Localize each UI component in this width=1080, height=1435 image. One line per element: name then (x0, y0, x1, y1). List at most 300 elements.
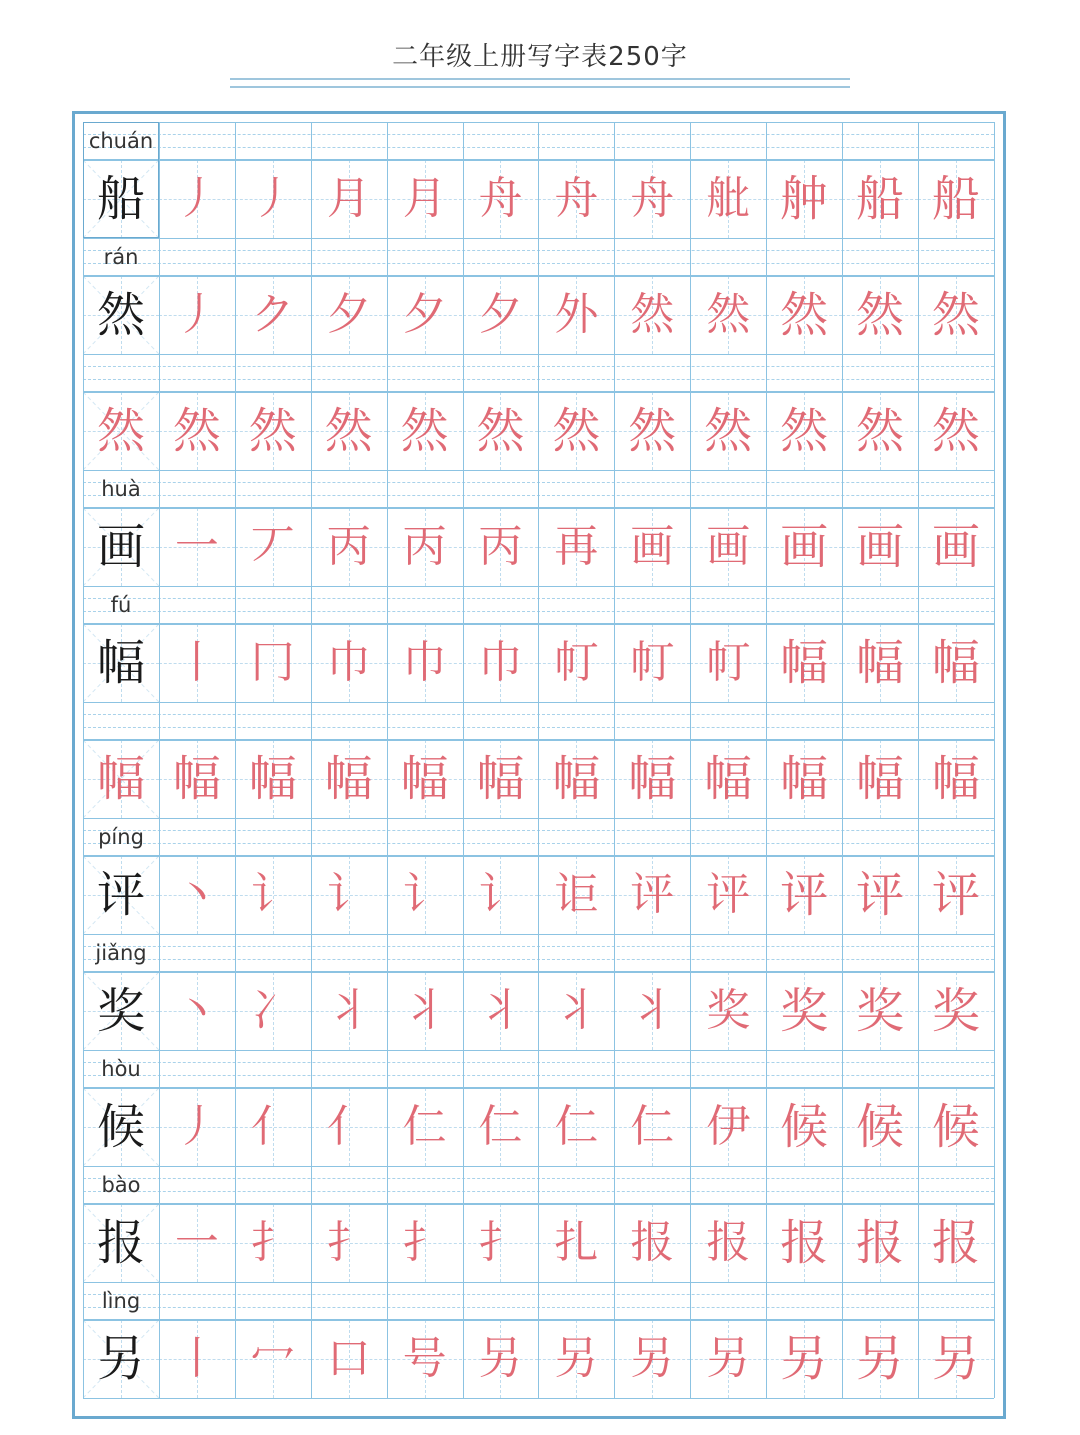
trace-character: 丨 (174, 1333, 219, 1384)
trace-character-cell[interactable] (766, 160, 842, 238)
trace-character-cell[interactable] (235, 392, 311, 470)
trace-character: 幅 (780, 635, 829, 691)
trace-character-cell[interactable] (311, 624, 387, 702)
trace-character-cell[interactable] (387, 508, 463, 586)
grid-line (387, 392, 388, 470)
trace-character: 仁 (630, 1101, 675, 1152)
trace-character-cell[interactable] (918, 508, 994, 586)
grid-line (83, 1204, 84, 1282)
trace-character-cell[interactable] (463, 1088, 539, 1166)
trace-character-cell[interactable] (842, 1088, 918, 1166)
trace-character-cell[interactable] (690, 972, 766, 1050)
model-character: 画 (96, 519, 145, 575)
trace-character: 巾 (402, 637, 447, 688)
trace-character: 然 (400, 403, 449, 459)
trace-character: 舟 (478, 173, 523, 224)
grid-line (387, 1204, 388, 1282)
model-character: 评 (96, 867, 145, 923)
trace-character: 幅 (552, 751, 601, 807)
trace-character-cell[interactable] (311, 1320, 387, 1398)
trace-character-cell[interactable] (842, 624, 918, 702)
trace-character: 舯 (780, 171, 829, 227)
grid-line (235, 856, 236, 934)
trace-character: 丬 (402, 985, 447, 1036)
model-character: 然 (96, 403, 145, 459)
grid-line (235, 972, 236, 1050)
grid-line (614, 1320, 615, 1398)
grid-line (918, 508, 919, 586)
trace-character: 画 (630, 521, 675, 572)
trace-character-cell[interactable] (235, 856, 311, 934)
grid-line (311, 1204, 312, 1282)
model-character: 报 (96, 1215, 145, 1271)
trace-character-cell[interactable] (235, 508, 311, 586)
trace-character: 丿 (174, 173, 219, 224)
trace-character-cell[interactable] (538, 392, 614, 470)
trace-character: 讠 (326, 869, 371, 920)
writing-sheet (72, 111, 1006, 1419)
trace-character: 讠 (402, 869, 447, 920)
trace-character-cell[interactable] (538, 276, 614, 354)
model-character-cell (83, 508, 159, 586)
trace-character: 丙 (478, 521, 523, 572)
trace-character: 冖 (250, 1333, 295, 1384)
grid-line (766, 392, 767, 470)
grid-line (159, 856, 160, 934)
grid-line (83, 508, 994, 509)
trace-character-cell[interactable] (538, 624, 614, 702)
trace-character-cell[interactable] (842, 972, 918, 1050)
trace-character: 然 (855, 287, 904, 343)
trace-character: 然 (706, 289, 751, 340)
model-character-cell (83, 392, 159, 470)
grid-line (463, 160, 464, 238)
grid-line (918, 1204, 919, 1282)
trace-character: 画 (706, 521, 751, 572)
model-character: 船 (96, 171, 145, 227)
grid-line (159, 276, 160, 354)
pinyin-label: hòu (101, 1057, 141, 1081)
trace-character-cell[interactable] (690, 508, 766, 586)
trace-character: 仁 (402, 1101, 447, 1152)
trace-character-cell[interactable] (538, 1204, 614, 1282)
trace-character: 奖 (931, 983, 980, 1039)
grid-line (387, 1088, 388, 1166)
trace-character-cell[interactable] (614, 1088, 690, 1166)
trace-character: 丬 (326, 985, 371, 1036)
trace-character-cell[interactable] (159, 856, 235, 934)
trace-character-cell[interactable] (842, 276, 918, 354)
model-character: 候 (96, 1099, 145, 1155)
trace-character-cell[interactable] (463, 508, 539, 586)
trace-character-cell[interactable] (159, 1204, 235, 1282)
trace-character-cell[interactable] (766, 1320, 842, 1398)
grid-line (159, 392, 160, 470)
trace-character-cell[interactable] (766, 276, 842, 354)
trace-character-cell[interactable] (463, 856, 539, 934)
trace-character-cell[interactable] (159, 392, 235, 470)
trace-character-cell[interactable] (766, 856, 842, 934)
trace-character-cell[interactable] (159, 624, 235, 702)
pinyin-label: píng (98, 825, 144, 849)
pinyin-band (83, 1050, 994, 1088)
trace-character-cell[interactable] (387, 740, 463, 818)
trace-character-cell[interactable] (690, 1204, 766, 1282)
trace-character-cell[interactable] (463, 160, 539, 238)
trace-character: 丿 (174, 1101, 219, 1152)
grid-line (918, 1320, 919, 1398)
trace-character: 丨 (174, 637, 219, 688)
pinyin-band (83, 818, 994, 856)
grid-line (766, 1204, 767, 1282)
grid-line (311, 508, 312, 586)
grid-line (311, 1320, 312, 1398)
grid-line (83, 740, 994, 741)
trace-character: 奖 (780, 983, 829, 1039)
trace-character: 号 (402, 1333, 447, 1384)
grid-line (311, 972, 312, 1050)
trace-character-cell[interactable] (463, 276, 539, 354)
grid-line (614, 856, 615, 934)
trace-character: 然 (476, 403, 525, 459)
trace-character-cell[interactable] (614, 740, 690, 818)
pinyin-label: lìng (101, 1289, 141, 1313)
grid-line (538, 1320, 539, 1398)
trace-character-cell[interactable] (311, 276, 387, 354)
trace-character-cell[interactable] (842, 392, 918, 470)
trace-character-cell[interactable] (766, 740, 842, 818)
trace-character-cell[interactable] (842, 856, 918, 934)
trace-character: 奖 (855, 983, 904, 1039)
pinyin-band (83, 122, 994, 160)
grid-line (918, 392, 919, 470)
trace-character: 另 (855, 1331, 904, 1387)
grid-line (918, 856, 919, 934)
trace-character-cell[interactable] (387, 1320, 463, 1398)
trace-character: 幅 (704, 751, 753, 807)
grid-line (842, 276, 843, 354)
trace-character-cell[interactable] (463, 1204, 539, 1282)
pinyin-band (83, 1282, 994, 1320)
model-character: 另 (96, 1331, 145, 1387)
trace-character-cell[interactable] (766, 1204, 842, 1282)
pinyin-band (83, 354, 994, 392)
trace-character-cell[interactable] (311, 856, 387, 934)
trace-character-cell[interactable] (918, 856, 994, 934)
trace-character-cell[interactable] (463, 972, 539, 1050)
trace-character-cell[interactable] (463, 624, 539, 702)
trace-character-cell[interactable] (690, 1088, 766, 1166)
trace-character-cell[interactable] (690, 856, 766, 934)
trace-character: 丙 (326, 521, 371, 572)
model-character: 然 (96, 287, 145, 343)
grid-line (766, 276, 767, 354)
trace-character: 评 (630, 869, 675, 920)
trace-character-cell[interactable] (235, 740, 311, 818)
trace-character: 丬 (478, 985, 523, 1036)
grid-line (463, 1088, 464, 1166)
trace-character: 扌 (478, 1217, 523, 1268)
trace-character-cell[interactable] (538, 160, 614, 238)
grid-line (463, 624, 464, 702)
grid-line (463, 856, 464, 934)
trace-character-cell[interactable] (387, 160, 463, 238)
grid-line (311, 740, 312, 818)
trace-character-cell[interactable] (918, 392, 994, 470)
trace-character-cell[interactable] (311, 1088, 387, 1166)
trace-character-cell[interactable] (387, 856, 463, 934)
trace-character: 幅 (248, 751, 297, 807)
trace-character: 幅 (400, 751, 449, 807)
trace-character-cell[interactable] (387, 276, 463, 354)
pinyin-label: bào (101, 1173, 141, 1197)
trace-character: 然 (931, 403, 980, 459)
grid-line (766, 972, 767, 1050)
trace-character-cell[interactable] (918, 1320, 994, 1398)
trace-character-cell[interactable] (614, 856, 690, 934)
trace-character-cell[interactable] (311, 160, 387, 238)
trace-character-cell[interactable] (311, 392, 387, 470)
model-character-cell (83, 972, 159, 1050)
trace-character: 幅 (476, 751, 525, 807)
grid-line (614, 972, 615, 1050)
trace-character: 亻 (250, 1101, 295, 1152)
trace-character-cell[interactable] (311, 972, 387, 1050)
trace-character: 扎 (554, 1217, 599, 1268)
grid-line (690, 740, 691, 818)
grid-line (83, 856, 84, 934)
grid-line (463, 972, 464, 1050)
grid-line (463, 1320, 464, 1398)
trace-character-cell[interactable] (766, 392, 842, 470)
grid-line (842, 508, 843, 586)
trace-character-cell[interactable] (463, 392, 539, 470)
trace-character-cell[interactable] (311, 508, 387, 586)
trace-character: 亻 (326, 1101, 371, 1152)
trace-character-cell[interactable] (842, 1204, 918, 1282)
trace-character: 评 (780, 867, 829, 923)
trace-character-cell[interactable] (918, 972, 994, 1050)
trace-character: 丿 (250, 173, 295, 224)
grid-line (994, 1320, 995, 1398)
page-title: 二年级上册写字表250字 (392, 42, 688, 72)
grid-line (463, 276, 464, 354)
trace-character: 舟 (630, 173, 675, 224)
trace-character-cell[interactable] (387, 972, 463, 1050)
trace-character: 然 (704, 403, 753, 459)
trace-character: 画 (931, 519, 980, 575)
grid-line (994, 972, 995, 1050)
grid-line (83, 276, 994, 277)
trace-character: 帄 (554, 637, 599, 688)
grid-line (463, 392, 464, 470)
trace-character: 船 (931, 171, 980, 227)
trace-character: 评 (931, 867, 980, 923)
grid-line (83, 1204, 994, 1205)
trace-character: 夕 (478, 289, 523, 340)
grid-line (311, 392, 312, 470)
trace-character-cell[interactable] (538, 972, 614, 1050)
trace-character-cell[interactable] (159, 972, 235, 1050)
trace-character: 帄 (630, 637, 675, 688)
trace-character-cell[interactable] (159, 1320, 235, 1398)
trace-character-cell[interactable] (614, 972, 690, 1050)
trace-character: ク (250, 289, 295, 340)
grid-line (918, 624, 919, 702)
trace-character-cell[interactable] (614, 392, 690, 470)
trace-character-cell[interactable] (842, 740, 918, 818)
trace-character-cell[interactable] (159, 508, 235, 586)
trace-character: 外 (554, 289, 599, 340)
trace-character-cell[interactable] (766, 624, 842, 702)
grid-line (918, 740, 919, 818)
trace-character-cell[interactable] (235, 160, 311, 238)
trace-character: 另 (706, 1333, 751, 1384)
title-underline (230, 78, 850, 88)
trace-character-cell[interactable] (235, 276, 311, 354)
trace-character: 一 (174, 1217, 219, 1268)
trace-character-cell[interactable] (235, 624, 311, 702)
trace-character: 伊 (706, 1101, 751, 1152)
grid-line (387, 856, 388, 934)
trace-character-cell[interactable] (538, 1088, 614, 1166)
grid-line (994, 160, 995, 238)
trace-character: 舟 (554, 173, 599, 224)
trace-character-cell[interactable] (918, 740, 994, 818)
trace-character-cell[interactable] (690, 1320, 766, 1398)
trace-character-cell[interactable] (766, 508, 842, 586)
trace-character-cell[interactable] (842, 160, 918, 238)
trace-character-cell[interactable] (235, 972, 311, 1050)
trace-character-cell[interactable] (766, 1088, 842, 1166)
grid-line (387, 740, 388, 818)
trace-character: 讠 (250, 869, 295, 920)
grid-line (83, 972, 994, 973)
grid-line (842, 160, 843, 238)
first-cell-highlight (83, 122, 159, 238)
model-character: 奖 (96, 983, 145, 1039)
trace-character-cell[interactable] (538, 508, 614, 586)
grid-line (994, 276, 995, 354)
trace-character: 丆 (250, 521, 295, 572)
grid-line (235, 1204, 236, 1282)
trace-character: 候 (855, 1099, 904, 1155)
trace-character: 夕 (326, 289, 371, 340)
trace-character-cell[interactable] (538, 740, 614, 818)
trace-character-cell[interactable] (538, 856, 614, 934)
trace-character-cell[interactable] (387, 624, 463, 702)
trace-character-cell[interactable] (614, 508, 690, 586)
trace-character: 幅 (324, 751, 373, 807)
trace-character-cell[interactable] (159, 160, 235, 238)
grid-line (235, 508, 236, 586)
trace-character-cell[interactable] (918, 1204, 994, 1282)
trace-character-cell[interactable] (614, 160, 690, 238)
grid-line (994, 1088, 995, 1166)
grid-line (311, 624, 312, 702)
trace-character-cell[interactable] (918, 276, 994, 354)
trace-character-cell[interactable] (690, 740, 766, 818)
trace-character-cell[interactable] (842, 1320, 918, 1398)
trace-character-cell[interactable] (463, 740, 539, 818)
trace-character-cell[interactable] (387, 1088, 463, 1166)
trace-character-cell[interactable] (387, 392, 463, 470)
pinyin-band (83, 934, 994, 972)
grid-line (83, 1320, 84, 1398)
trace-character: 幅 (172, 751, 221, 807)
trace-character: 冫 (250, 985, 295, 1036)
grid-line (690, 160, 691, 238)
model-character-cell (83, 1088, 159, 1166)
trace-character-cell[interactable] (690, 276, 766, 354)
trace-character: 然 (172, 403, 221, 459)
trace-character: 报 (630, 1217, 675, 1268)
trace-character-cell[interactable] (614, 276, 690, 354)
grid-line (842, 972, 843, 1050)
trace-character-cell[interactable] (918, 160, 994, 238)
trace-character: 报 (855, 1215, 904, 1271)
grid-line (538, 160, 539, 238)
trace-character-cell[interactable] (235, 1204, 311, 1282)
trace-character: 丶 (174, 869, 219, 920)
trace-character-cell[interactable] (311, 1204, 387, 1282)
trace-character: 然 (780, 403, 829, 459)
model-character-cell (83, 624, 159, 702)
trace-character-cell[interactable] (538, 1320, 614, 1398)
grid-line (83, 624, 994, 625)
trace-character: 报 (706, 1217, 751, 1268)
grid-line (235, 740, 236, 818)
grid-line (463, 508, 464, 586)
grid-line (842, 392, 843, 470)
grid-line (614, 740, 615, 818)
trace-character: 冂 (250, 637, 295, 688)
grid-line (614, 392, 615, 470)
grid-line (918, 972, 919, 1050)
grid-line (690, 392, 691, 470)
trace-character-cell[interactable] (766, 972, 842, 1050)
trace-character-cell[interactable] (918, 624, 994, 702)
grid-line (538, 276, 539, 354)
trace-character-cell[interactable] (690, 624, 766, 702)
trace-character-cell[interactable] (614, 1204, 690, 1282)
trace-character-cell[interactable] (463, 1320, 539, 1398)
trace-character-cell[interactable] (159, 740, 235, 818)
pinyin-label: huà (101, 477, 141, 501)
trace-character-cell[interactable] (235, 1088, 311, 1166)
trace-character-cell[interactable] (614, 1320, 690, 1398)
trace-character-cell[interactable] (690, 392, 766, 470)
grid-line (538, 972, 539, 1050)
grid-line (311, 1088, 312, 1166)
trace-character-cell[interactable] (690, 160, 766, 238)
grid-line (538, 856, 539, 934)
trace-character-cell[interactable] (842, 508, 918, 586)
trace-character: 丬 (554, 985, 599, 1036)
grid-line (842, 1088, 843, 1166)
pinyin-band (83, 702, 994, 740)
grid-line (235, 160, 236, 238)
trace-character-cell[interactable] (387, 1204, 463, 1282)
trace-character-cell[interactable] (159, 276, 235, 354)
trace-character-cell[interactable] (918, 1088, 994, 1166)
pinyin-label: chuán (88, 129, 154, 153)
trace-character-cell[interactable] (235, 1320, 311, 1398)
trace-character-cell[interactable] (614, 624, 690, 702)
trace-character: 报 (931, 1215, 980, 1271)
trace-character-cell[interactable] (311, 740, 387, 818)
trace-character-cell[interactable] (159, 1088, 235, 1166)
